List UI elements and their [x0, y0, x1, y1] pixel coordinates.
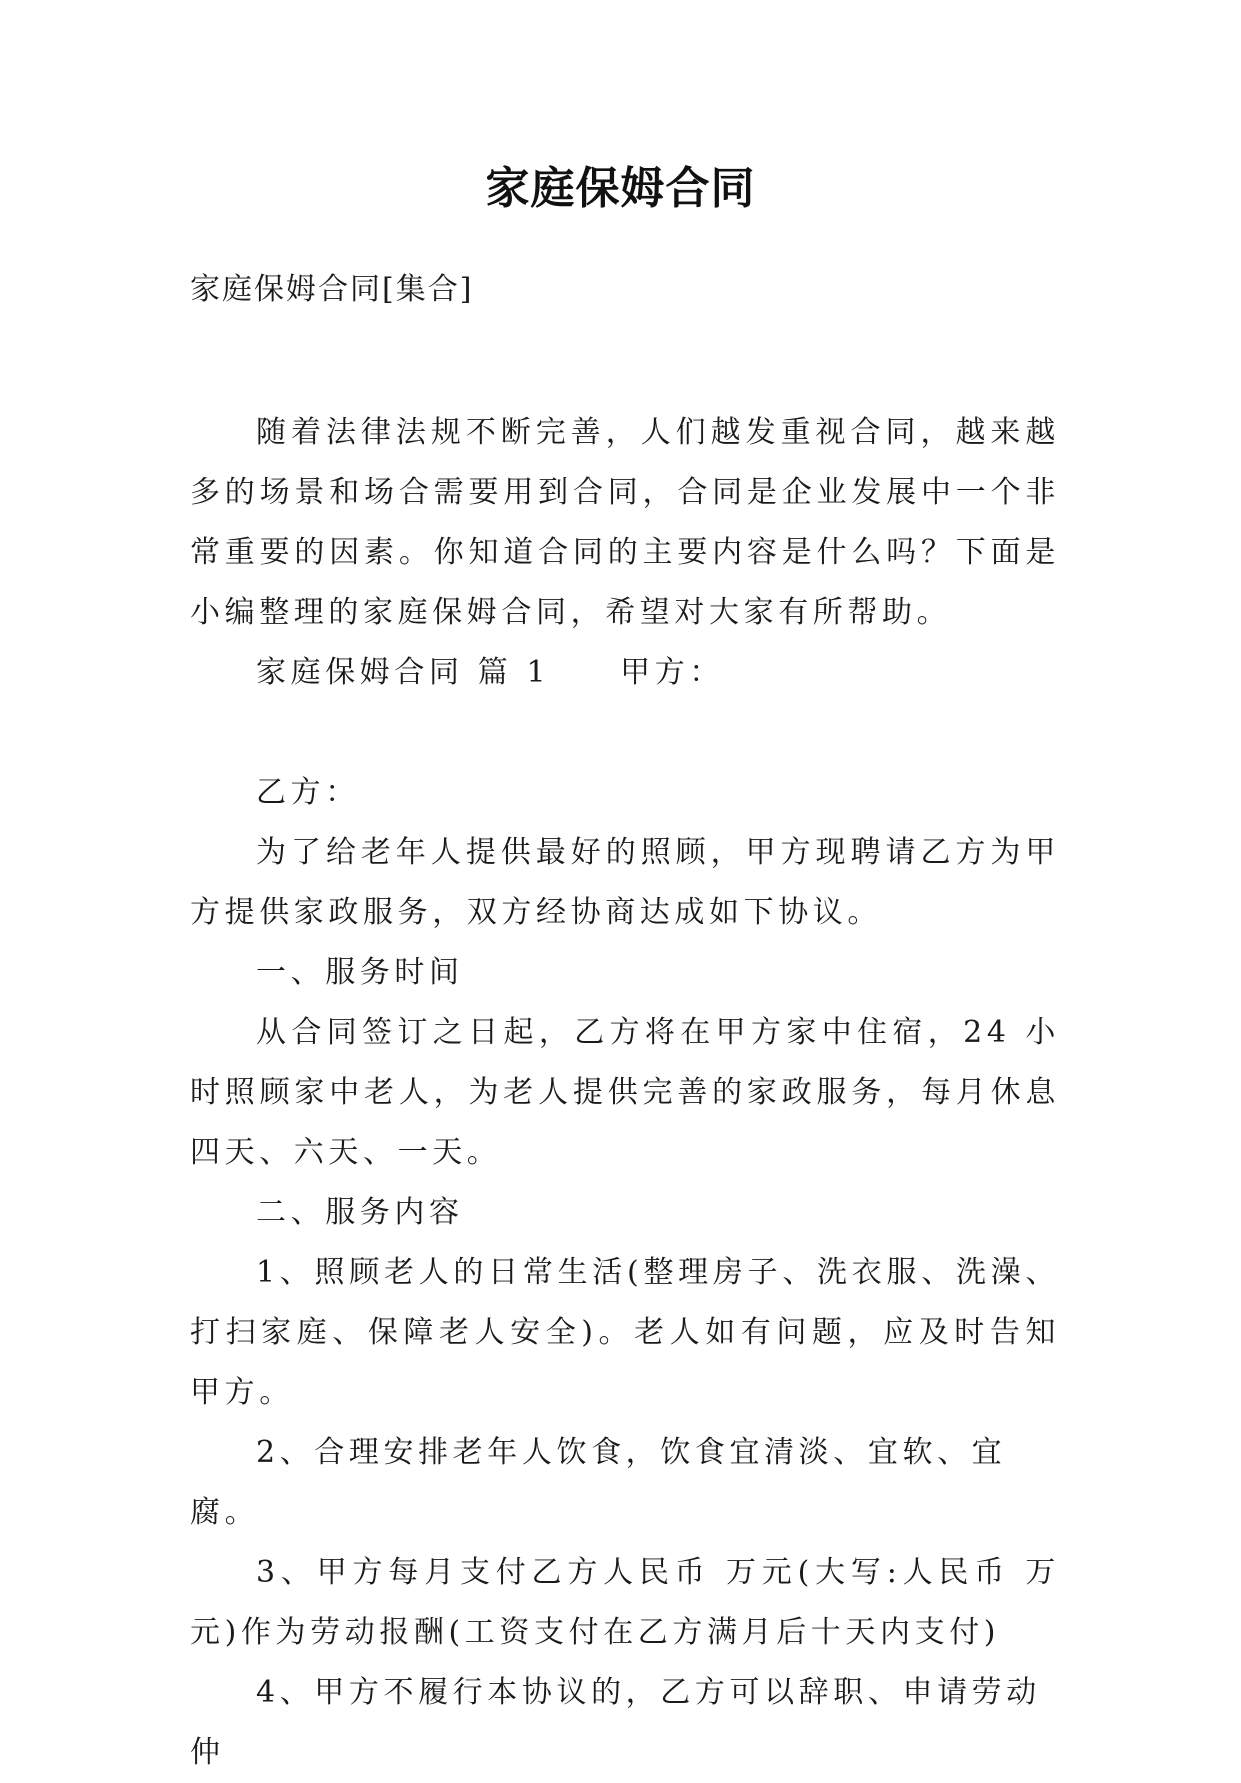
blank-line	[190, 703, 1060, 763]
item-1-title: 一、服务时间	[256, 955, 464, 990]
item-2-title: 二、服务内容	[256, 1195, 464, 1230]
item-1-text: 从合同签订之日起，乙方将在甲方家中住宿，24 小时照顾家中老人，为老人提供完善的家政服务，每月休息四天、六天、一天。	[190, 1015, 1060, 1170]
document-title: 家庭保姆合同	[485, 163, 756, 214]
clause-1: 1、照顾老人的日常生活(整理房子、洗衣服、洗澡、打扫家庭、保障老人安全)。老人如有问题，应及时告知甲方。	[190, 1255, 1060, 1410]
section-heading: 家庭保姆合同 篇 1	[256, 655, 551, 690]
clause-3: 3、甲方每月支付乙方人民币 万元(大写:人民币 万元)作为劳动报酬(工资支付在乙方满月后十天内支付)	[190, 1555, 1060, 1650]
party-b-label: 乙方：	[256, 775, 360, 810]
document-subtitle: 家庭保姆合同[集合]	[190, 272, 474, 307]
purpose-paragraph: 为了给老年人提供最好的照顾，甲方现聘请乙方为甲方提供家政服务，双方经协商达成如下协议。	[190, 835, 1060, 930]
section-heading-line	[190, 643, 1060, 703]
intro-paragraph: 随着法律法规不断完善，人们越发重视合同，越来越多的场景和场合需要用到合同，合同是企业发展中一个非常重要的因素。你知道合同的主要内容是什么吗？下面是小编整理的家庭保姆合同，希望对大家有所帮助。	[190, 415, 1060, 630]
clause-4: 4、甲方不履行本协议的，乙方可以辞职、申请劳动仲	[190, 1675, 1041, 1770]
document-body	[190, 403, 1060, 1783]
clause-2: 2、合理安排老年人饮食，饮食宜清淡、宜软、宜腐。	[190, 1435, 1007, 1530]
party-a-label: 甲方：	[620, 655, 724, 690]
